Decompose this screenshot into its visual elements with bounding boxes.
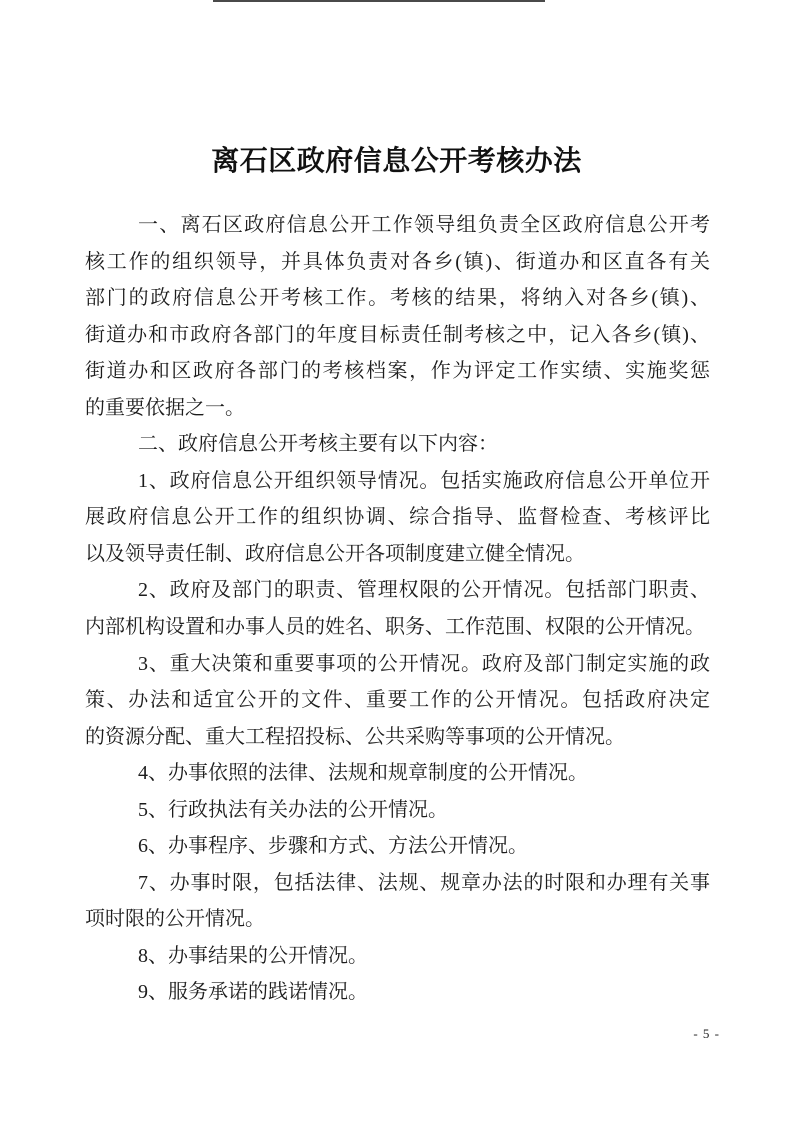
- text-line: 街道办和市政府各部门的年度目标责任制考核之中，记入各乡(镇)、: [85, 323, 710, 346]
- text-line: 6、办事程序、步骤和方式、方法公开情况。: [138, 835, 528, 858]
- text-line: 策、办法和适宜公开的文件、重要工作的公开情况。包括政府决定: [85, 689, 710, 712]
- text-line: 的重要依据之一。: [85, 396, 245, 419]
- document-body: [85, 207, 710, 1011]
- text-line: 1、政府信息公开组织领导情况。包括实施政府信息公开单位开: [138, 469, 710, 492]
- text-line: 展政府信息公开工作的组织协调、综合指导、监督检查、考核评比: [85, 506, 710, 529]
- text-line: 核工作的组织领导，并具体负责对各乡(镇)、街道办和区直各有关: [85, 250, 710, 273]
- text-line: 街道办和区政府各部门的考核档案，作为评定工作实绩、实施奖惩: [85, 360, 710, 383]
- text-line: 3、重大决策和重要事项的公开情况。政府及部门制定实施的政: [138, 652, 710, 675]
- text-line: 的资源分配、重大工程招投标、公共采购等事项的公开情况。: [85, 725, 625, 748]
- text-line: 以及领导责任制、政府信息公开各项制度建立健全情况。: [85, 542, 585, 565]
- text-line: 4、办事依照的法律、法规和规章制度的公开情况。: [138, 762, 588, 785]
- text-line: 项时限的公开情况。: [85, 908, 265, 931]
- text-line: 一、离石区政府信息公开工作领导组负责全区政府信息公开考: [138, 214, 710, 236]
- text-line: 部门的政府信息公开考核工作。考核的结果，将纳入对各乡(镇)、: [85, 287, 710, 310]
- page-number: - 5 -: [693, 1026, 720, 1041]
- document-title: 离石区政府信息公开考核办法: [211, 145, 582, 176]
- text-line: 5、行政执法有关办法的公开情况。: [138, 798, 448, 821]
- text-line: 二、政府信息公开考核主要有以下内容：: [138, 433, 498, 456]
- text-line: 8、办事结果的公开情况。: [138, 944, 368, 967]
- text-line: 9、服务承诺的践诺情况。: [138, 981, 368, 1004]
- scan-artifact-line: [213, 0, 545, 2]
- text-line: 7、办事时限，包括法律、法规、规章办法的时限和办理有关事: [138, 871, 710, 894]
- text-line: 2、政府及部门的职责、管理权限的公开情况。包括部门职责、: [138, 579, 710, 602]
- text-line: 内部机构设置和办事人员的姓名、职务、工作范围、权限的公开情况。: [85, 616, 705, 639]
